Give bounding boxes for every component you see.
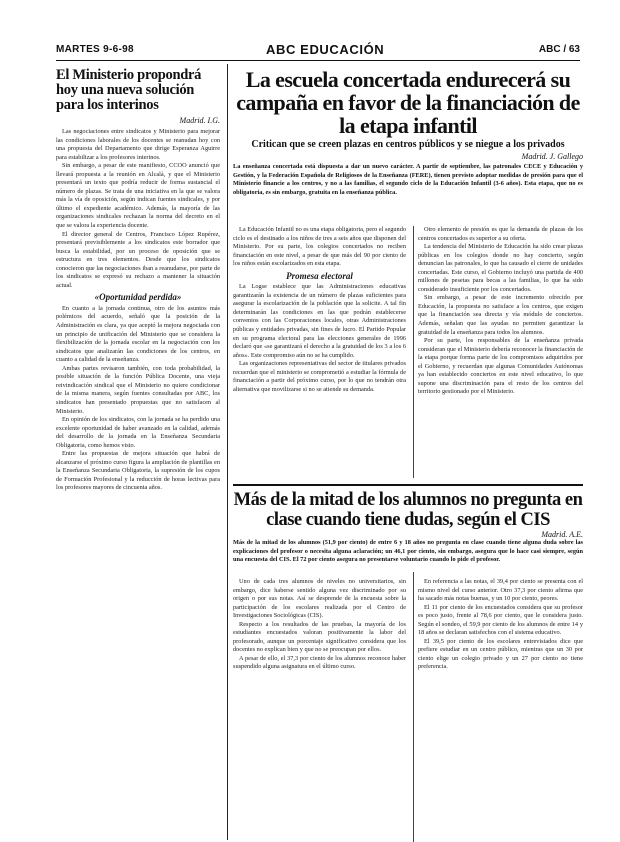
header-page-number: ABC / 63: [538, 44, 580, 55]
cis-article-headline: Más de la mitad de los alumnos no pregunta en clase cuando tiene dudas, según el CIS: [233, 490, 583, 530]
column-divider: [227, 64, 228, 840]
main-article-intro: La enseñanza concertada está dispuesta a dar un nuevo carácter. A partir de septiembre, las patronales CECE y Educación y Gestión, y la Federación Española de Religiosos de la Enseñanza (FERE), tienen previsto adoptar medidas de presión para que el Ministerio financie a los centros, y no a las familias, el segundo ciclo de la Educación Infantil (3-6 años). Esta etapa, que no es obligatoria, es sin embargo, gratuita en la enseñanza pública.: [233, 163, 583, 196]
paragraph: Sin embargo, a pesar de este manifiesto, CCOO anunció que llevará propuesta a la reunión en Alcalá, y que el Ministerio presentará un texto que podría reducir de forma sustancial el número de plazas. Se trata de una iniciativa en la que se valora más la vía de oposición, según indican fuentes sindicales, y por último el expediente académico. Además, la mayoría de las organizaciones sindicales rechazan la norma del decreto en el que se valora la experiencia docente.: [56, 162, 220, 230]
paragraph: Sin embargo, a pesar de este incremento ofrecido por Educación, la propuesta no satisface a los centros, que exigen que la financiación sea directa y vía módulo de conciertos. Además, señalan que las ayudas no permiten garantizar la gratuidad de la enseñanza para todos los alumnos.: [418, 294, 583, 336]
left-article: [56, 68, 220, 493]
column-rule: [413, 572, 414, 842]
page-header: [56, 44, 580, 61]
left-article-byline: Madrid. I.G.: [179, 116, 220, 125]
paragraph: En cuanto a la jornada continua, otro de los asuntos más polémicos del acuerdo, señaló que la posición de la Administración es clara, ya que aceptó la mejora negociada con un principio de unificación del Ministerio que se considera la flexibilización de la jornada escolar en la negociación con los sindicatos que analizarán las condiciones de los centros, en cuanto a calidad de la enseñanza.: [56, 304, 220, 364]
main-article-column-2: [418, 226, 583, 397]
main-article-headline: La escuela concertada endurecerá su campaña en favor de la financiación de la etapa infantil: [236, 67, 580, 138]
main-article-columns: [233, 226, 583, 478]
main-article-column-1: [233, 226, 406, 394]
paragraph: Respecto a los resultados de las pruebas, la mayoría de los estudiantes encuestados valoran positivamente la labor del profesorado, aunque un porcentaje significativo considera que los docentes no explican bien y que no se preocupan por ellos.: [233, 620, 406, 654]
column-rule: [413, 226, 414, 478]
paragraph: En referencia a las notas, el 39,4 por ciento se presenta con el mismo nivel del curso anterior. Otro 37,3 por ciento afirma que ha sacado más notas buenas, y un 10 por ciento, peores.: [418, 578, 583, 603]
paragraph: Las negociaciones entre sindicatos y Ministerio para mejorar las condiciones laborales de los docentes se reanudan hoy con una propuesta del Departamento que dirige Esperanza Aguirre para estabilizar a los profesores interinos.: [56, 128, 220, 161]
paragraph: El 39,5 por ciento de los escolares entrevistados dice que prefiere estudiar en un centro público, mientras que un 30 por ciento elige un colegio privado y un 27 por ciento no tiene preferencia.: [418, 637, 583, 671]
paragraph: La Educación Infantil no es una etapa obligatoria, pero el segundo ciclo es el destinado a los niños de tres a seis años que disponen del Ministerio. Por su parte, los colegios concertados no reciben financiación en este nivel, a pesar de que más del 90 por ciento de los niños están escolarizados en esta etapa.: [233, 226, 406, 268]
cis-article-byline: Madrid. A.E.: [541, 530, 583, 539]
main-article: [233, 68, 583, 197]
cis-article-intro: Más de la mitad de los alumnos (51,9 por ciento) de entre 6 y 18 años no pregunta en clase cuando tiene alguna duda sobre las explicaciones del profesor o necesita alguna aclaración; un 46,1 por ciento, sin embargo, asegura que lo hace casi siempre, según una encuesta del CIS. El 72 por ciento asegura no presentarse voluntario cuando lo pide el profesor.: [233, 539, 583, 564]
left-article-body: [56, 128, 220, 493]
paragraph: La Logse establece que las Administraciones educativas garantizarán la existencia de un número de plazas suficientes para asegurar la escolarización de la población que la solicite. A tal fin determinarán las condiciones en las que podrán establecerse convenios con las Corporaciones locales, otras Administraciones públicas y entidades privadas, sin fines de lucro. El Partido Popular en su programa electoral para las elecciones generales de 1996 declaró que «se garantizará el derecho a la gratuidad de los 3 a los 6 años». Este compromiso aún no se ha cumplido.: [233, 283, 406, 359]
paragraph: La tendencia del Ministerio de Educación ha sido crear plazas públicas en los colegios donde no hay concierto, según denuncian las patronales, lo que ha causado el cierre de unidades concertadas. Este curso, el Gobierno incluyó una partida de 400 millones de pesetas para becas a las familias, lo que ha sido considerado insuficiente por los concertados.: [418, 243, 583, 293]
paragraph: Por su parte, los responsables de la enseñanza privada consideran que el Ministerio debería reconocer la financiación de la etapa porque forma parte de los compromisos adquiridos por el Gobierno, y recuerdan que algunas Comunidades Autónomas ya han establecido conciertos en este nivel educativo, lo que supone una discriminación para el resto de los centros del territorio gestionado por el Ministerio.: [418, 337, 583, 396]
paragraph: Las organizaciones representativas del sector de titulares privados recuerdan que el ministerio se comprometió a estudiar la fórmula de financiación a partir del próximo curso, por lo que no tendrán otra alternativa que movilizarse si no se atiende su demanda.: [233, 360, 406, 393]
header-section: ABC EDUCACIÓN: [266, 42, 385, 57]
main-article-byline: Madrid. J. Gallego: [521, 152, 583, 161]
article-separator: [233, 484, 583, 486]
paragraph: El 11 por ciento de los encuestados considera que su profesor es poco justo, frente al 78,6 por ciento, que le considera justo. Según el sondeo, el 59,9 por ciento de los alumnos de entre 14 y 18 años se declaran satisfechos con el sistema educativo.: [418, 603, 583, 637]
left-article-subhead: «Oportunidad perdida»: [94, 292, 182, 303]
cis-article: [233, 490, 583, 565]
left-article-headline: El Ministerio propondrá hoy una nueva solución para los interinos: [56, 67, 202, 113]
paragraph: En opinión de los sindicatos, con la jornada se ha perdido una excelente oportunidad de haber avanzado en la calidad, además del desarrollo de la jornada en la Enseñanza Secundaria Obligatoria, como hemos visto.: [56, 416, 220, 449]
paragraph: Otro elemento de presión es que la demanda de plazas de los centros concertados es superior a su oferta.: [418, 226, 583, 242]
paragraph: Entre las propuestas de mejora situación que habrá de alcanzarse el próximo curso figura la ampliación de plantillas en la Enseñanza Secundaria Obligatoria, la supresión de los cupos de Formación Profesional y la reducción de horas lectivas para los profesores mayores de cincuenta años.: [56, 450, 220, 492]
header-date: MARTES 9-6-98: [56, 44, 134, 55]
paragraph: Uno de cada tres alumnos de niveles no universitarios, sin embargo, dice haberse sentido alguna vez discriminado por su origen o por sus notas. Así se desprende de la encuesta sobre la participación de los escolares realizada por el Centro de Investigaciones Sociológicas (CIS).: [233, 578, 406, 620]
paragraph: A pesar de ello, el 37,3 por ciento de los alumnos reconoce haber suspendido alguna asignatura en el último curso.: [233, 654, 406, 671]
main-article-subhead: Promesa electoral: [286, 270, 353, 281]
paragraph: Ambas partes revisaron también, con toda probabilidad, la posible situación de la función Pública Docente, una vieja reivindicación sindical que el Ministerio no quiere condicionar de la misma manera, según fuentes consultadas por ABC, los sindicatos han presentado propuestas que no satisfacen al Ministerio.: [56, 364, 220, 415]
cis-article-column-2: [418, 578, 583, 672]
paragraph: El director general de Centros, Francisco López Rupérez, presentará previsiblemente a los sindicatos este borrador que busca la estabilidad, por un proceso de oposición que se estructura en tres elementos. Desde que los sindicatos conocieron que las negociaciones iban a reanudarse, por parte de los sindicatos se expresó su rechazo a mantener la situación actual.: [56, 230, 220, 289]
main-article-subheadline: Critican que se creen plazas en centros públicos y se niegue a los privados: [251, 139, 565, 150]
cis-article-column-1: [233, 578, 406, 672]
